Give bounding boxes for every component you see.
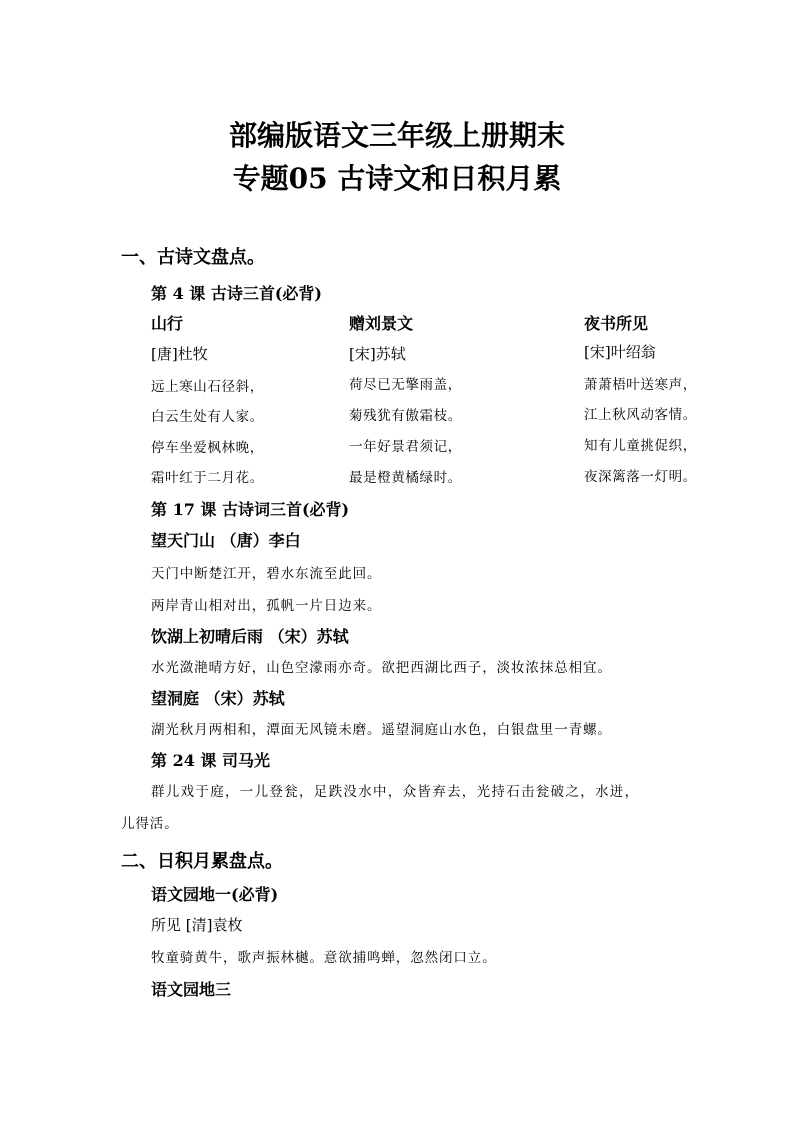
garden-1-heading: 语文园地一(必背) <box>151 885 279 904</box>
poem-line: 远上寒山石径斜， <box>151 379 264 395</box>
poem-title: 赠刘景文 <box>349 314 414 333</box>
poem-heading-wang-dongting: 望洞庭 （宋）苏轼 <box>151 689 285 708</box>
garden-3-heading: 语文园地三 <box>151 980 232 999</box>
poem-line: 白云生处有人家。 <box>151 409 264 425</box>
poem-line: 两岸青山相对出，孤帆一片日边来。 <box>151 598 382 614</box>
poem-line: 江上秋风动客情。 <box>584 407 697 423</box>
poem-line: 湖光秋月两相和，潭面无风镜未磨。遥望洞庭山水色，白银盘里一青螺。 <box>151 722 612 738</box>
poem-line: 荷尽已无擎雨盖， <box>349 377 462 393</box>
document-title: 部编版语文三年级上册期末 <box>228 119 565 152</box>
poem-line: 最是橙黄橘绿时。 <box>349 470 462 486</box>
poem-line: 牧童骑黄牛，歌声振林樾。意欲捕鸣蝉，忽然闭口立。 <box>151 950 497 966</box>
lesson-4-heading: 第 4 课 古诗三首(必背) <box>151 284 322 303</box>
poem-author: [宋]叶绍翁 <box>584 343 656 361</box>
poem-line: 一年好景君须记， <box>349 439 462 455</box>
poem-line: 萧萧梧叶送寒声， <box>584 377 697 393</box>
lesson-17-heading: 第 17 课 古诗词三首(必背) <box>151 500 350 519</box>
poem-heading-suo-jian: 所见 [清]袁枚 <box>151 916 243 934</box>
poem-title: 夜书所见 <box>584 314 649 333</box>
poem-line: 水光潋滟晴方好，山色空濛雨亦奇。欲把西湖比西子，淡妆浓抹总相宜。 <box>151 660 612 676</box>
poem-author: [唐]杜牧 <box>151 345 208 363</box>
poem-heading-yin-hu-shang: 饮湖上初晴后雨 （宋）苏轼 <box>151 627 349 646</box>
section-heading-daily-accumulation: 二、日积月累盘点。 <box>121 851 283 872</box>
section-heading-ancient-poems: 一、古诗文盘点。 <box>121 247 265 268</box>
prose-line: 群儿戏于庭，一儿登瓮，足跌没水中，众皆弃去，光持石击瓮破之，水迸， <box>151 784 640 800</box>
lesson-24-heading: 第 24 课 司马光 <box>151 751 270 770</box>
document-subtitle: 专题05 古诗文和日积月累 <box>232 162 562 195</box>
poem-line: 霜叶红于二月花。 <box>151 470 264 486</box>
poem-heading-wang-tianmen-shan: 望天门山 （唐）李白 <box>151 531 301 550</box>
prose-line: 儿得活。 <box>121 816 179 832</box>
poem-title: 山行 <box>151 314 184 333</box>
poem-author: [宋]苏轼 <box>349 345 406 363</box>
poem-line: 停车坐爱枫林晚， <box>151 440 264 456</box>
poem-line: 天门中断楚江开，碧水东流至此回。 <box>151 566 382 582</box>
poem-line: 菊残犹有傲霜枝。 <box>349 408 462 424</box>
poem-line: 夜深篱落一灯明。 <box>584 469 697 485</box>
poem-line: 知有儿童挑促织， <box>584 438 697 454</box>
